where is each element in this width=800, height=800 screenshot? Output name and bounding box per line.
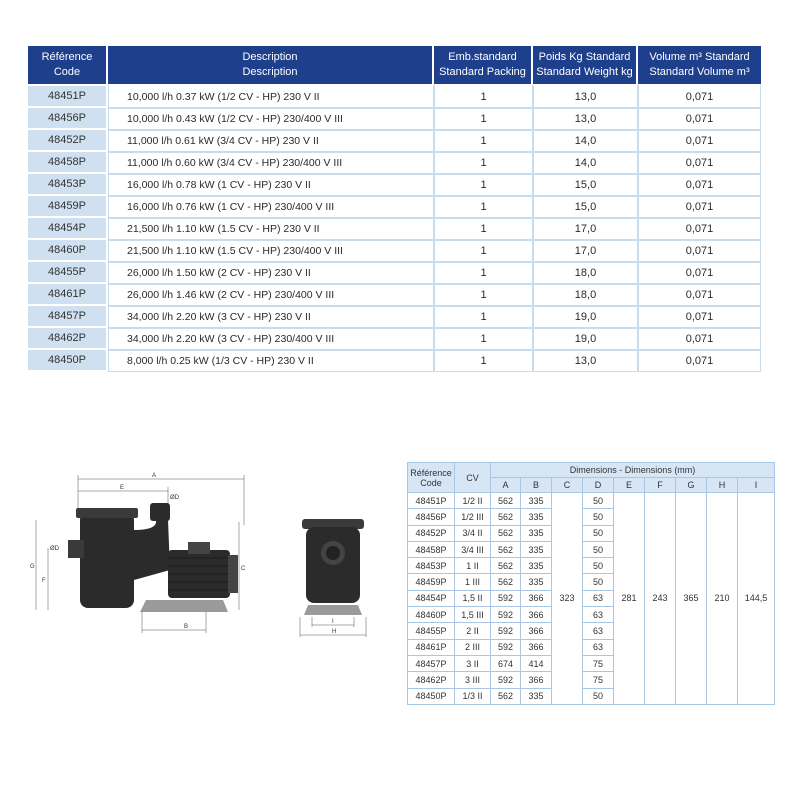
dim-h: 210 [707, 493, 738, 705]
dim-b: 366 [521, 672, 552, 688]
product-weight: 19,0 [533, 328, 638, 350]
dim-cv: 1 III [455, 574, 491, 590]
product-packing: 1 [434, 328, 533, 350]
product-volume: 0,071 [638, 218, 761, 240]
dim-cv: 1,5 II [455, 590, 491, 606]
product-weight: 17,0 [533, 240, 638, 262]
dim-col-e: E [614, 478, 645, 493]
product-packing: 1 [434, 152, 533, 174]
product-description: 16,000 l/h 0.78 kW (1 CV - HP) 230 V II [108, 174, 434, 196]
dim-cv: 1,5 III [455, 607, 491, 623]
product-weight: 14,0 [533, 130, 638, 152]
product-ref: 48454P [28, 218, 108, 240]
header-packing: Emb.standard Standard Packing [434, 46, 533, 84]
product-row [28, 108, 761, 130]
dim-ref: 48451P [408, 493, 455, 509]
product-volume: 0,071 [638, 240, 761, 262]
product-description: 34,000 l/h 2.20 kW (3 CV - HP) 230 V II [108, 306, 434, 328]
header-weight: Poids Kg Standard Standard Weight kg [533, 46, 638, 84]
dim-cv: 1/2 II [455, 493, 491, 509]
product-packing: 1 [434, 284, 533, 306]
dim-cv: 1/2 III [455, 509, 491, 525]
product-row [28, 350, 761, 372]
dim-cv: 1 II [455, 558, 491, 574]
product-table-body [28, 84, 761, 372]
dim-ref: 48454P [408, 590, 455, 606]
product-volume: 0,071 [638, 306, 761, 328]
dim-a: 562 [491, 493, 521, 509]
dim-ref: 48459P [408, 574, 455, 590]
dim-col-h: H [707, 478, 738, 493]
product-table-header [28, 46, 761, 84]
dim-ref: 48458P [408, 541, 455, 557]
pump-front-view-drawing [298, 505, 374, 640]
dim-d: 63 [583, 639, 614, 655]
dim-b: 335 [521, 688, 552, 704]
dim-label-f: F [42, 578, 46, 584]
product-packing: 1 [434, 84, 533, 108]
dim-d: 50 [583, 541, 614, 557]
dim-header-dimensions: Dimensions - Dimensions (mm) [491, 463, 775, 478]
product-ref: 48460P [28, 240, 108, 262]
product-row [28, 306, 761, 328]
dim-b: 366 [521, 607, 552, 623]
product-row [28, 262, 761, 284]
dim-header-reference: Référence Code [408, 463, 455, 493]
product-description: 10,000 l/h 0.37 kW (1/2 CV - HP) 230 V II [108, 84, 434, 108]
dim-d: 75 [583, 672, 614, 688]
dim-cv: 1/3 II [455, 688, 491, 704]
product-ref: 48462P [28, 328, 108, 350]
dim-ref: 48453P [408, 558, 455, 574]
dim-cv: 2 II [455, 623, 491, 639]
dim-ref: 48462P [408, 672, 455, 688]
product-ref: 48458P [28, 152, 108, 174]
product-description: 16,000 l/h 0.76 kW (1 CV - HP) 230/400 V III [108, 196, 434, 218]
product-ref: 48459P [28, 196, 108, 218]
product-packing: 1 [434, 306, 533, 328]
dim-ref: 48450P [408, 688, 455, 704]
dim-ref: 48456P [408, 509, 455, 525]
dim-b: 366 [521, 639, 552, 655]
product-ref: 48450P [28, 350, 108, 372]
dim-d: 63 [583, 623, 614, 639]
dim-col-d: D [583, 478, 614, 493]
dim-label-c: C [241, 566, 246, 572]
dim-a: 674 [491, 655, 521, 671]
product-weight: 14,0 [533, 152, 638, 174]
product-ref: 48461P [28, 284, 108, 306]
dim-ref: 48452P [408, 525, 455, 541]
dim-b: 335 [521, 493, 552, 509]
product-row [28, 174, 761, 196]
dim-a: 562 [491, 509, 521, 525]
dim-cv: 3/4 III [455, 541, 491, 557]
dim-cv: 3/4 II [455, 525, 491, 541]
dim-d: 50 [583, 525, 614, 541]
dim-col-a: A [491, 478, 521, 493]
dim-b: 366 [521, 623, 552, 639]
product-packing: 1 [434, 218, 533, 240]
dim-a: 592 [491, 590, 521, 606]
product-weight: 15,0 [533, 174, 638, 196]
dim-b: 335 [521, 541, 552, 557]
product-packing: 1 [434, 108, 533, 130]
dim-b: 335 [521, 525, 552, 541]
product-ref: 48452P [28, 130, 108, 152]
dim-d: 50 [583, 509, 614, 525]
dimensions-table-body [408, 493, 775, 705]
dim-header-cv: CV [455, 463, 491, 493]
product-ref: 48457P [28, 306, 108, 328]
product-weight: 13,0 [533, 350, 638, 372]
product-volume: 0,071 [638, 174, 761, 196]
product-row [28, 130, 761, 152]
dim-f: 243 [645, 493, 676, 705]
product-row [28, 218, 761, 240]
dim-i: 144,5 [738, 493, 775, 705]
product-row [28, 328, 761, 350]
product-packing: 1 [434, 196, 533, 218]
dimensions-table [407, 462, 775, 705]
dim-e: 281 [614, 493, 645, 705]
dim-a: 562 [491, 525, 521, 541]
dim-cv: 2 III [455, 639, 491, 655]
product-row [28, 196, 761, 218]
dim-label-od-top: ØD [170, 495, 179, 501]
dim-a: 592 [491, 672, 521, 688]
product-row [28, 152, 761, 174]
dim-a: 592 [491, 607, 521, 623]
product-weight: 17,0 [533, 218, 638, 240]
dim-ref: 48457P [408, 655, 455, 671]
dim-col-f: F [645, 478, 676, 493]
dim-d: 63 [583, 590, 614, 606]
product-packing: 1 [434, 240, 533, 262]
dim-ref: 48461P [408, 639, 455, 655]
product-weight: 13,0 [533, 84, 638, 108]
dim-b: 335 [521, 509, 552, 525]
product-description: 34,000 l/h 2.20 kW (3 CV - HP) 230/400 V III [108, 328, 434, 350]
product-volume: 0,071 [638, 84, 761, 108]
product-volume: 0,071 [638, 350, 761, 372]
product-table [28, 46, 761, 372]
dim-d: 50 [583, 493, 614, 509]
dim-label-a: A [152, 473, 157, 479]
header-reference: Référence Code [28, 46, 108, 84]
dim-label-h: H [332, 629, 337, 635]
product-volume: 0,071 [638, 284, 761, 306]
dim-b: 335 [521, 574, 552, 590]
dim-g: 365 [676, 493, 707, 705]
dim-a: 592 [491, 623, 521, 639]
product-packing: 1 [434, 174, 533, 196]
dim-d: 63 [583, 607, 614, 623]
product-description: 26,000 l/h 1.46 kW (2 CV - HP) 230/400 V III [108, 284, 434, 306]
product-packing: 1 [434, 262, 533, 284]
dim-cv: 3 II [455, 655, 491, 671]
product-weight: 18,0 [533, 284, 638, 306]
dim-label-g: G [30, 564, 35, 570]
dim-c: 323 [552, 493, 583, 705]
dim-ref: 48455P [408, 623, 455, 639]
dim-label-e: E [120, 485, 125, 491]
dim-cv: 3 III [455, 672, 491, 688]
product-volume: 0,071 [638, 328, 761, 350]
product-description: 26,000 l/h 1.50 kW (2 CV - HP) 230 V II [108, 262, 434, 284]
dim-a: 562 [491, 688, 521, 704]
dim-col-b: B [521, 478, 552, 493]
dim-label-i: I [332, 619, 334, 625]
product-row [28, 84, 761, 108]
dim-a: 592 [491, 639, 521, 655]
dim-row [408, 493, 775, 509]
product-volume: 0,071 [638, 262, 761, 284]
product-description: 21,500 l/h 1.10 kW (1.5 CV - HP) 230 V II [108, 218, 434, 240]
product-row [28, 240, 761, 262]
dim-a: 562 [491, 541, 521, 557]
product-weight: 13,0 [533, 108, 638, 130]
product-volume: 0,071 [638, 130, 761, 152]
product-ref: 48453P [28, 174, 108, 196]
product-volume: 0,071 [638, 196, 761, 218]
dim-d: 50 [583, 574, 614, 590]
dim-col-c: C [552, 478, 583, 493]
dim-a: 562 [491, 574, 521, 590]
product-ref: 48455P [28, 262, 108, 284]
product-description: 11,000 l/h 0.60 kW (3/4 CV - HP) 230/400 V III [108, 152, 434, 174]
dim-label-od-side: ØD [50, 546, 59, 552]
dim-col-g: G [676, 478, 707, 493]
pump-side-view-drawing [28, 470, 250, 640]
dim-b: 414 [521, 655, 552, 671]
product-ref: 48451P [28, 84, 108, 108]
product-description: 21,500 l/h 1.10 kW (1.5 CV - HP) 230/400 V III [108, 240, 434, 262]
product-packing: 1 [434, 350, 533, 372]
product-row [28, 284, 761, 306]
product-ref: 48456P [28, 108, 108, 130]
product-packing: 1 [434, 130, 533, 152]
product-description: 10,000 l/h 0.43 kW (1/2 CV - HP) 230/400 V III [108, 108, 434, 130]
dim-b: 366 [521, 590, 552, 606]
dim-label-b: B [184, 624, 189, 630]
header-description: Description Description [108, 46, 434, 84]
product-weight: 15,0 [533, 196, 638, 218]
dim-col-i: I [738, 478, 775, 493]
product-volume: 0,071 [638, 152, 761, 174]
product-description: 8,000 l/h 0.25 kW (1/3 CV - HP) 230 V II [108, 350, 434, 372]
header-volume: Volume m³ Standard Standard Volume m³ [638, 46, 761, 84]
product-weight: 18,0 [533, 262, 638, 284]
dim-d: 50 [583, 558, 614, 574]
dim-d: 75 [583, 655, 614, 671]
product-volume: 0,071 [638, 108, 761, 130]
dim-b: 335 [521, 558, 552, 574]
dim-ref: 48460P [408, 607, 455, 623]
product-description: 11,000 l/h 0.61 kW (3/4 CV - HP) 230 V II [108, 130, 434, 152]
dim-d: 50 [583, 688, 614, 704]
dim-a: 562 [491, 558, 521, 574]
product-weight: 19,0 [533, 306, 638, 328]
